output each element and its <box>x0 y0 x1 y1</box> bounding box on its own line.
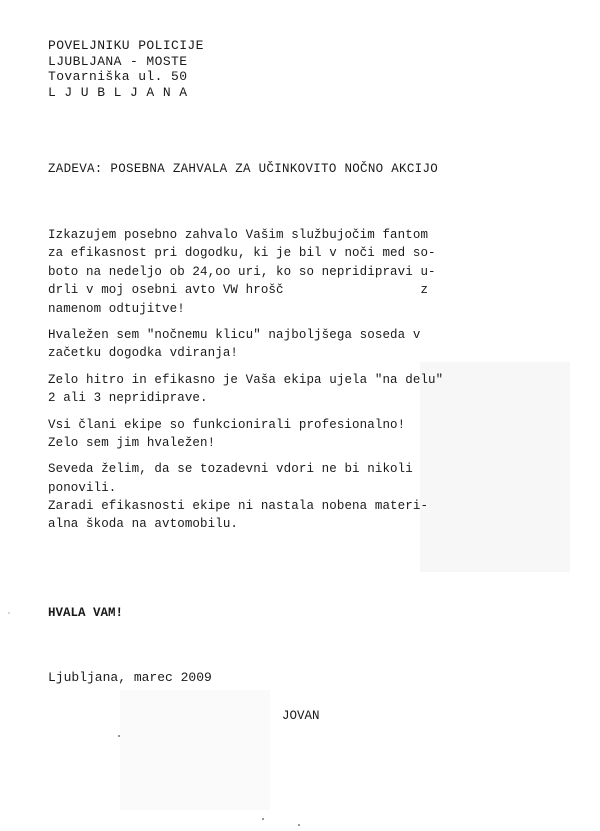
place-date: Ljubljana, marec 2009 <box>48 670 212 685</box>
text-line: Seveda želim, da se tozadevni vdori ne bi nikoli <box>48 462 413 477</box>
paragraph <box>48 371 508 408</box>
text-line: za efikasnost pri dogodku, ki je bil v noči med so- <box>48 246 436 261</box>
paragraph <box>48 326 508 363</box>
text-line: drli v moj osebni avto VW hrošč z <box>48 283 429 298</box>
recipient-address <box>48 38 204 100</box>
text-line: namenom odtujitve! <box>48 301 185 316</box>
scan-shade-bottom <box>120 690 270 810</box>
text-line: Zelo hitro in efikasno je Vaša ekipa ujela "na delu" <box>48 372 444 387</box>
address-line: L J U B L J A N A <box>48 84 188 100</box>
letter-body <box>48 226 508 534</box>
text-line: ponovili. <box>48 480 117 495</box>
text-line: Vsi člani ekipe so funkcionirali profesionalno! <box>48 417 406 432</box>
signature-name: JOVAN <box>282 709 320 723</box>
scan-speck <box>8 612 10 614</box>
text-line: 2 ali 3 nepridiprave. <box>48 391 208 406</box>
text-line: Izkazujem posebno zahvalo Vašim službujočim fantom <box>48 228 429 242</box>
address-line: Tovarniška ul. 50 <box>48 69 188 84</box>
text-line: začetku dogodka vdiranja! <box>48 346 239 361</box>
paragraph <box>48 416 508 453</box>
scan-speck <box>118 735 120 737</box>
subject-line: ZADEVA: POSEBNA ZAHVALA ZA UČINKOVITO NOČNO AKCIJO <box>48 162 439 176</box>
scan-speck <box>262 818 264 820</box>
closing-thanks: HVALA VAM! <box>48 606 124 620</box>
text-line: Zaradi efikasnosti ekipe ni nastala nobena materi- <box>48 499 429 514</box>
address-line: POVELJNIKU POLICIJE <box>48 38 204 53</box>
address-line: LJUBLJANA - MOSTE <box>48 53 188 69</box>
text-line: Hvaležen sem "nočnemu klicu" najboljšega soseda v <box>48 327 421 342</box>
paragraph <box>48 226 508 318</box>
paragraph <box>48 460 508 534</box>
scan-speck <box>298 824 300 826</box>
text-line: alna škoda na avtomobilu. <box>48 517 239 532</box>
text-line: boto na nedeljo ob 24,oo uri, ko so nepridipravi u- <box>48 264 436 279</box>
text-line: Zelo sem jim hvaležen! <box>48 435 216 450</box>
